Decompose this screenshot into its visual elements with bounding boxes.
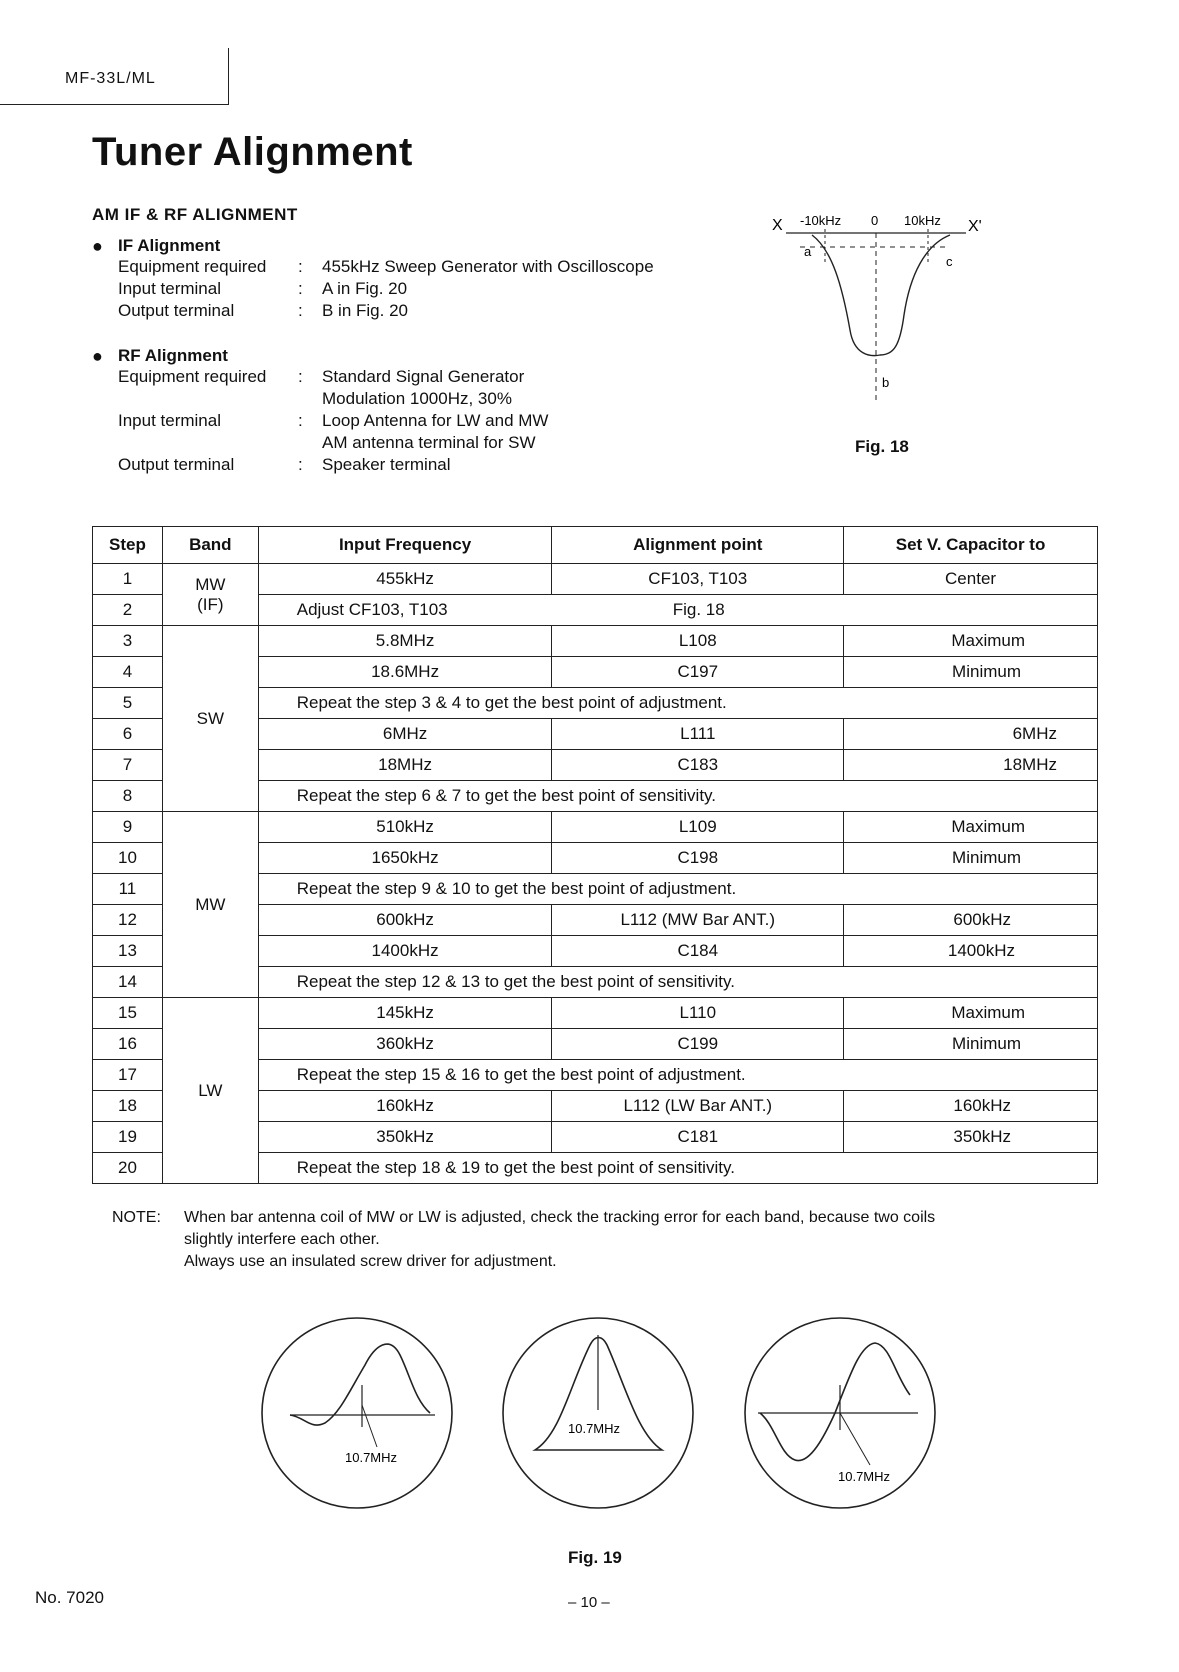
point-cell: L109 [552,812,844,843]
step-cell: 2 [93,595,163,626]
cap-cell: Center [844,564,1098,595]
input-cell: 18.6MHz [258,657,552,688]
param-label: Output terminal [118,455,235,474]
rf-alignment-block [92,346,549,476]
fig18-caption: Fig. 18 [855,437,909,456]
repeat-note-cell: Repeat the step 3 & 4 to get the best point of adjustment. [258,688,1097,719]
param-value [322,410,548,454]
if-alignment-heading [92,236,654,256]
scope-pointer [362,1405,377,1447]
input-cell: 6MHz [258,719,552,750]
fig19-scope-3 [745,1318,935,1508]
param-colon: : [298,257,303,276]
repeat-note-cell: Repeat the step 9 & 10 to get the best point of adjustment. [258,874,1097,905]
param-label: Input terminal [118,279,221,298]
param-label: Equipment required [118,367,267,386]
band-label: MW [195,574,226,594]
repeat-note-cell: Repeat the step 18 & 19 to get the best point of sensitivity. [258,1153,1097,1184]
point-cell: L112 (LW Bar ANT.) [552,1091,844,1122]
step-cell: 17 [93,1060,163,1091]
input-cell: 455kHz [258,564,552,595]
param-value-line: Loop Antenna for LW and MW [322,411,549,430]
step-cell: 3 [93,626,163,657]
step-cell: 18 [93,1091,163,1122]
table-row [93,998,1098,1029]
fig19-label-3: 10.7MHz [838,1469,891,1484]
table-row [93,626,1098,657]
cap-cell: Maximum [844,626,1098,657]
param-value-line: Modulation 1000Hz, 30% [322,389,512,408]
input-cell: 18MHz [258,750,552,781]
model-number: MF-33L/ML [65,70,156,87]
fig19-diagram [250,1305,950,1525]
if-alignment-block [92,236,654,322]
col-header-step: Step [93,527,163,564]
param-value-line: AM antenna terminal for SW [322,433,536,452]
rf-heading-text: RF Alignment [118,346,228,365]
cap-cell: 1400kHz [844,936,1098,967]
band-cell: SW [162,626,258,812]
input-cell: 600kHz [258,905,552,936]
input-cell: 160kHz [258,1091,552,1122]
fig18-point-b: b [882,375,890,390]
scope-circle [262,1318,452,1508]
step-cell: 9 [93,812,163,843]
cap-cell: 160kHz [844,1091,1098,1122]
fig18-x-right: X' [968,218,982,235]
step-cell: 6 [93,719,163,750]
param-value: 455kHz Sweep Generator with Oscilloscope [322,257,654,276]
rf-param-row [118,366,548,410]
input-cell: 5.8MHz [258,626,552,657]
note-line: When bar antenna coil of MW or LW is adjusted, check the tracking error for each band, because two coils [184,1209,936,1226]
step-cell: 12 [93,905,163,936]
fig18-response-curve [812,235,950,356]
if-param-row [118,278,654,300]
input-cell: 360kHz [258,1029,552,1060]
param-label: Output terminal [118,301,235,320]
param-colon: : [298,455,303,474]
document-number: No. 7020 [35,1588,104,1607]
param-colon: : [298,279,303,298]
page-title: Tuner Alignment [92,130,413,174]
fig19-caption: Fig. 19 [568,1548,622,1567]
param-label: Input terminal [118,411,221,430]
band-cell: LW [162,998,258,1184]
point-text: Fig. 18 [672,600,725,619]
step-cell: 1 [93,564,163,595]
step-cell: 14 [93,967,163,998]
cap-cell: 6MHz [844,719,1098,750]
step-cell: 8 [93,781,163,812]
rf-alignment-heading [92,346,548,366]
step-cell: 11 [93,874,163,905]
scope-curve [760,1343,910,1461]
input-cell: 510kHz [258,812,552,843]
band-cell [162,564,258,626]
point-cell: C199 [552,1029,844,1060]
param-value-line: Standard Signal Generator [322,367,525,386]
band-label: (IF) [197,594,224,614]
step-cell: 5 [93,688,163,719]
bullet-icon: ● [92,236,103,256]
table-header-row [93,527,1098,564]
rf-params [118,366,548,476]
cap-cell: Maximum [844,812,1098,843]
input-cell: 1650kHz [258,843,552,874]
note-label: NOTE: [112,1209,161,1226]
param-label: Equipment required [118,257,267,276]
param-value: Speaker terminal [322,455,451,474]
table-row [93,564,1098,595]
input-text: Adjust CF103, T103 [296,600,448,619]
fig18-tick-neg: -10kHz [800,213,842,228]
if-params [118,256,654,322]
cap-cell: Maximum [844,998,1098,1029]
cap-cell: 350kHz [844,1122,1098,1153]
step-cell: 4 [93,657,163,688]
fig18-tick-zero: 0 [871,213,879,228]
point-cell: L111 [552,719,844,750]
input-cell: 1400kHz [258,936,552,967]
param-value: A in Fig. 20 [322,279,408,298]
step-cell: 13 [93,936,163,967]
cap-cell: 600kHz [844,905,1098,936]
step-cell: 20 [93,1153,163,1184]
param-value: B in Fig. 20 [322,301,408,320]
note-block [112,1207,1072,1273]
col-header-band: Band [162,527,258,564]
if-param-row [118,256,654,278]
param-colon: : [298,367,303,386]
point-cell: C183 [552,750,844,781]
alignment-table [92,526,1098,1184]
input-cell: 350kHz [258,1122,552,1153]
step-cell: 19 [93,1122,163,1153]
repeat-note-cell: Repeat the step 6 & 7 to get the best point of sensitivity. [258,781,1097,812]
bullet-icon: ● [92,346,103,366]
point-cell: C184 [552,936,844,967]
point-cell: C198 [552,843,844,874]
col-header-point: Alignment point [552,527,844,564]
fig19-scope-2 [503,1318,693,1508]
step-cell: 15 [93,998,163,1029]
band-cell: MW [162,812,258,998]
scope-pointer [840,1413,870,1465]
fig18-diagram [770,205,1000,405]
rf-param-row [118,454,548,476]
if-heading-text: IF Alignment [118,236,221,255]
fig18-point-a: a [804,244,812,259]
scope-curve [290,1344,430,1425]
cap-cell: Minimum [844,843,1098,874]
fig18-x-left: X [772,217,783,234]
if-param-row [118,300,654,322]
rf-param-row [118,410,548,454]
page-number: – 10 – [568,1594,610,1611]
fig18-tick-pos: 10kHz [904,213,941,228]
col-header-cap: Set V. Capacitor to [844,527,1098,564]
fig19-label-2: 10.7MHz [568,1421,621,1436]
param-colon: : [298,411,303,430]
step-cell: 16 [93,1029,163,1060]
repeat-note-cell: Repeat the step 12 & 13 to get the best point of sensitivity. [258,967,1097,998]
fig19-label-1: 10.7MHz [345,1450,398,1465]
fig18-point-c: c [946,254,953,269]
point-cell: L108 [552,626,844,657]
cap-cell: Minimum [844,657,1098,688]
adjust-cell [258,595,1097,626]
cap-cell: 18MHz [844,750,1098,781]
point-cell: C197 [552,657,844,688]
section-title: AM IF & RF ALIGNMENT [92,205,298,224]
repeat-note-cell: Repeat the step 15 & 16 to get the best point of adjustment. [258,1060,1097,1091]
point-cell: CF103, T103 [552,564,844,595]
param-value [322,366,548,410]
step-cell: 7 [93,750,163,781]
step-cell: 10 [93,843,163,874]
note-line: slightly interfere each other. [184,1231,380,1248]
cap-cell: Minimum [844,1029,1098,1060]
param-colon: : [298,301,303,320]
point-cell: L110 [552,998,844,1029]
note-line: Always use an insulated screw driver for adjustment. [184,1253,557,1270]
input-cell: 145kHz [258,998,552,1029]
table-row [93,812,1098,843]
point-cell: C181 [552,1122,844,1153]
point-cell: L112 (MW Bar ANT.) [552,905,844,936]
fig19-scope-1 [262,1318,452,1508]
col-header-input: Input Frequency [258,527,552,564]
